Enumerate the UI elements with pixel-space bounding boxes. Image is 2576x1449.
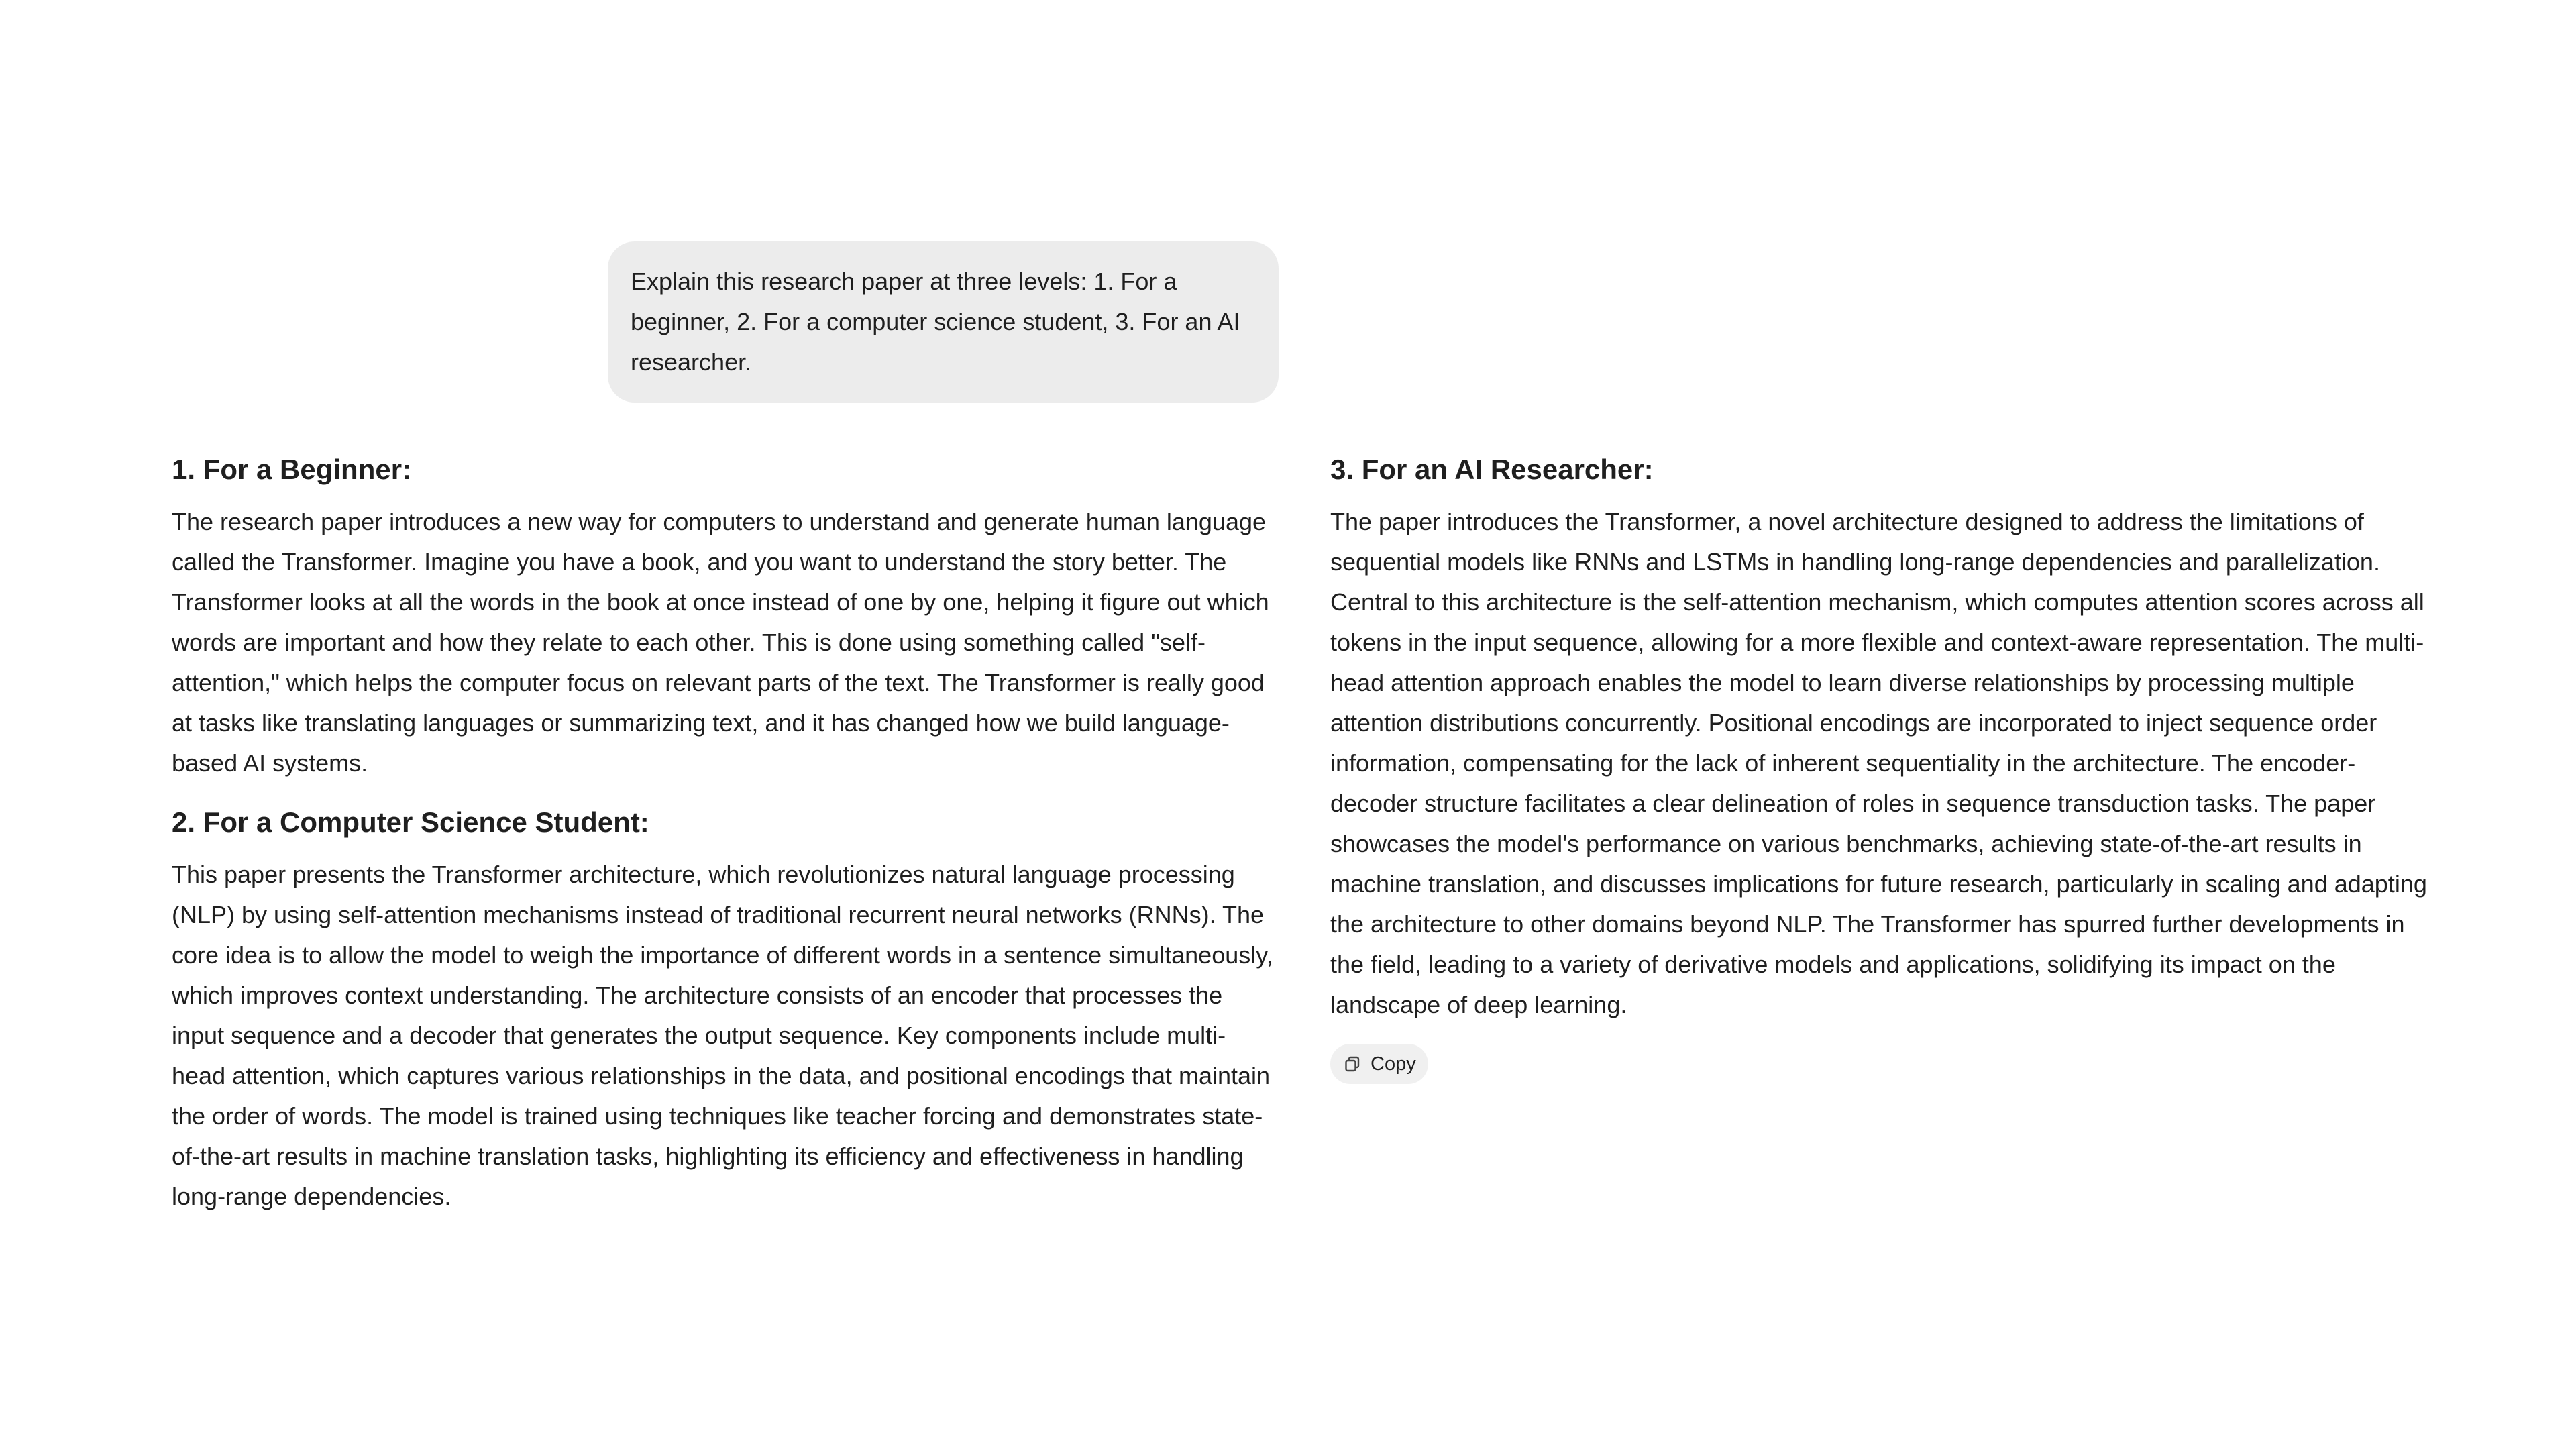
section-body-ai-researcher: The paper introduces the Transformer, a novel architecture designed to address the limitations of sequential models like RNNs and LSTMs in handling long-range dependencies and parallelization. Central to this architecture is the self-attention mechanism, which computes attention scores across all tokens in the input sequence, allowing for a more flexible and context-aware representation. The multi-head attention approach enables the model to learn diverse relationships by processing multiple attention distributions concurrently. Positional encodings are incorporated to inject sequence order information, compensating for the lack of inherent sequentiality in the architecture. The encoder-decoder structure facilitates a clear delineation of roles in sequence transduction tasks. The paper showcases the model's performance on various benchmarks, achieving state-of-the-art results in machine translation, and discusses implications for future research, particularly in scaling and adapting the architecture to other domains beyond NLP. The Transformer has spurred further developments in the field, leading to a variety of derivative models and applications, solidifying its impact on the landscape of deep learning. [1330,508,2427,1018]
response-section-cs-student [172,802,1279,1217]
user-prompt-text: Explain this research paper at three levels: 1. For a beginner, 2. For a computer science student, 3. For an AI researcher. [631,268,1240,376]
user-prompt-bubble [608,241,1279,402]
section-body-beginner: The research paper introduces a new way for computers to understand and generate human language called the Transformer. Imagine you have a book, and you want to understand the story better. The Transformer looks at all the words in the book at once instead of one by one, helping it figure out which words are important and how they relate to each other. This is done using something called "self-attention," which helps the computer focus on relevant parts of the text. The Transformer is really good at tasks like translating languages or summarizing text, and it has changed how we build language-based AI systems. [172,508,1269,777]
response-column-right [1330,449,2430,1084]
response-section-ai-researcher [1330,449,2430,1025]
section-heading-cs-student: 2. For a Computer Science Student: [172,806,649,838]
response-column-left [172,449,1279,1236]
copy-button[interactable] [1330,1044,1428,1084]
copy-button-label: Copy [1371,1053,1416,1075]
response-section-beginner [172,449,1279,784]
section-heading-ai-researcher: 3. For an AI Researcher: [1330,453,1654,485]
copy-icon [1344,1055,1361,1073]
section-body-cs-student: This paper presents the Transformer architecture, which revolutionizes natural language processing (NLP) by using self-attention mechanisms instead of traditional recurrent neural networks (RNNs). The core idea is to allow the model to weigh the importance of different words in a sentence simultaneously, which improves context understanding. The architecture consists of an encoder that processes the input sequence and a decoder that generates the output sequence. Key components include multi-head attention, which captures various relationships in the data, and positional encodings that maintain the order of words. The model is trained using techniques like teacher forcing and demonstrates state-of-the-art results in machine translation tasks, highlighting its efficiency and effectiveness in handling long-range dependencies. [172,861,1273,1210]
section-heading-beginner: 1. For a Beginner: [172,453,412,485]
